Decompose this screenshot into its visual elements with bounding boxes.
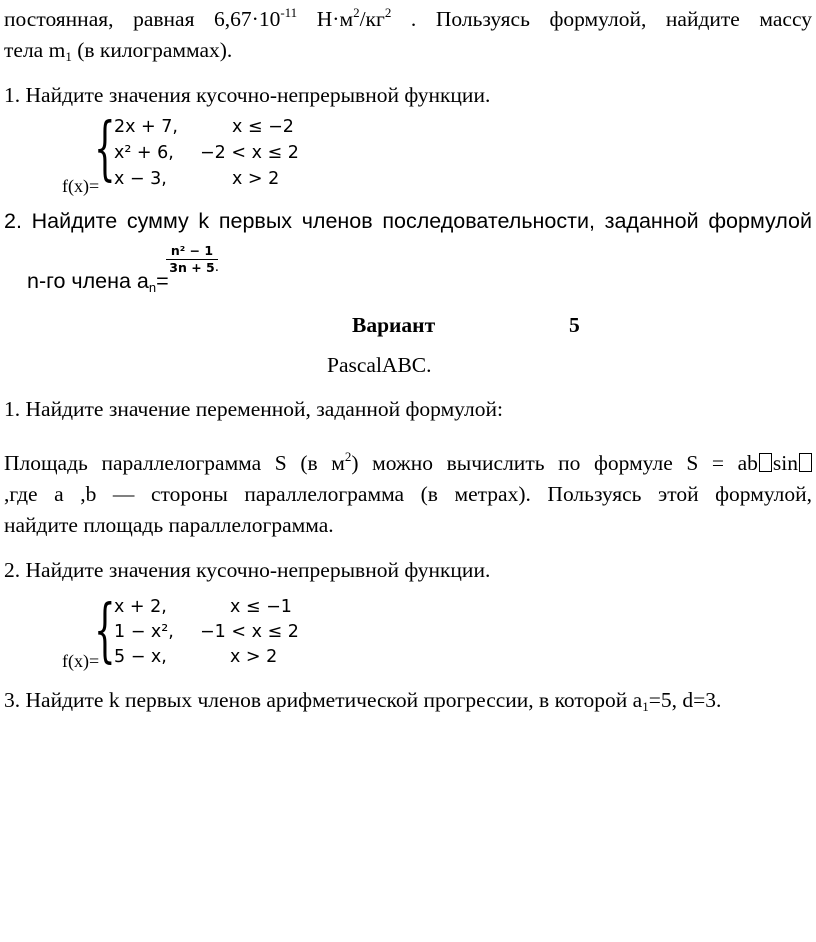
pascal-label: PascalABC.	[327, 353, 432, 377]
task-a1: 1. Найдите значения кусочно-непрерывной функции.	[4, 83, 491, 107]
task-b3: 3. Найдите k первых членов арифметической прогрессии, в которой $a_1=5$, d=3.	[4, 688, 722, 714]
missing-glyph-icon	[759, 453, 772, 472]
task-b2: 2. Найдите значения кусочно-непрерывной функции.	[4, 558, 491, 582]
fraction-period: .	[215, 259, 219, 275]
piece-expr-2: 1 − x²,	[114, 622, 174, 642]
function-label: f(x)=	[62, 651, 100, 671]
piece-cond-2: −2 < x ≤ 2	[200, 143, 299, 163]
intro-line-1: постоянная, равная $6,67\cdot 10^{-11}$ $Н\cdot м^2/кг^2$ . Пользуясь формулой, найдите массу	[4, 5, 812, 31]
piece-cond-3: x > 2	[230, 647, 278, 667]
left-brace-icon: {	[94, 590, 116, 672]
task-b1: 1. Найдите значение переменной, заданной формулой:	[4, 397, 503, 421]
fraction-numerator: n² − 1	[170, 243, 214, 258]
sequence-fraction	[166, 243, 218, 275]
piece-expr-2: x² + 6,	[114, 143, 174, 163]
missing-glyph-icon	[799, 453, 812, 472]
area-line-3: найдите площадь параллелограмма.	[4, 513, 334, 537]
variant-title: Вариант	[352, 313, 436, 337]
piece-cond-1: x ≤ −1	[230, 597, 292, 617]
task-a2-line-1: 2. Найдите сумму k первых членов последовательности, заданной формулой	[4, 209, 812, 233]
fraction-denominator: 3n + 5	[169, 260, 215, 275]
piece-expr-3: x − 3,	[114, 169, 167, 189]
left-brace-icon: {	[94, 108, 116, 190]
piece-expr-3: 5 − x,	[114, 647, 167, 667]
area-line-1: Площадь параллелограмма S (в $м^2$) можно вычислить по формуле S = ab sin	[4, 448, 812, 479]
function-label: f(x)=	[62, 176, 100, 196]
task-a2-line-2: n-го члена $a_n=$	[27, 269, 169, 295]
area-line-2: ,где a ,b — стороны параллелограмма (в метрах). Пользуясь этой формулой,	[4, 482, 812, 506]
piece-expr-1: 2x + 7,	[114, 117, 178, 137]
piece-cond-2: −1 < x ≤ 2	[200, 622, 299, 642]
piece-expr-1: x + 2,	[114, 597, 167, 617]
piece-cond-1: x ≤ −2	[232, 117, 294, 137]
variant-number: 5	[569, 313, 580, 337]
piece-cond-3: x > 2	[232, 169, 280, 189]
intro-line-2: тела $m_1$ (в килограммах).	[4, 38, 233, 64]
